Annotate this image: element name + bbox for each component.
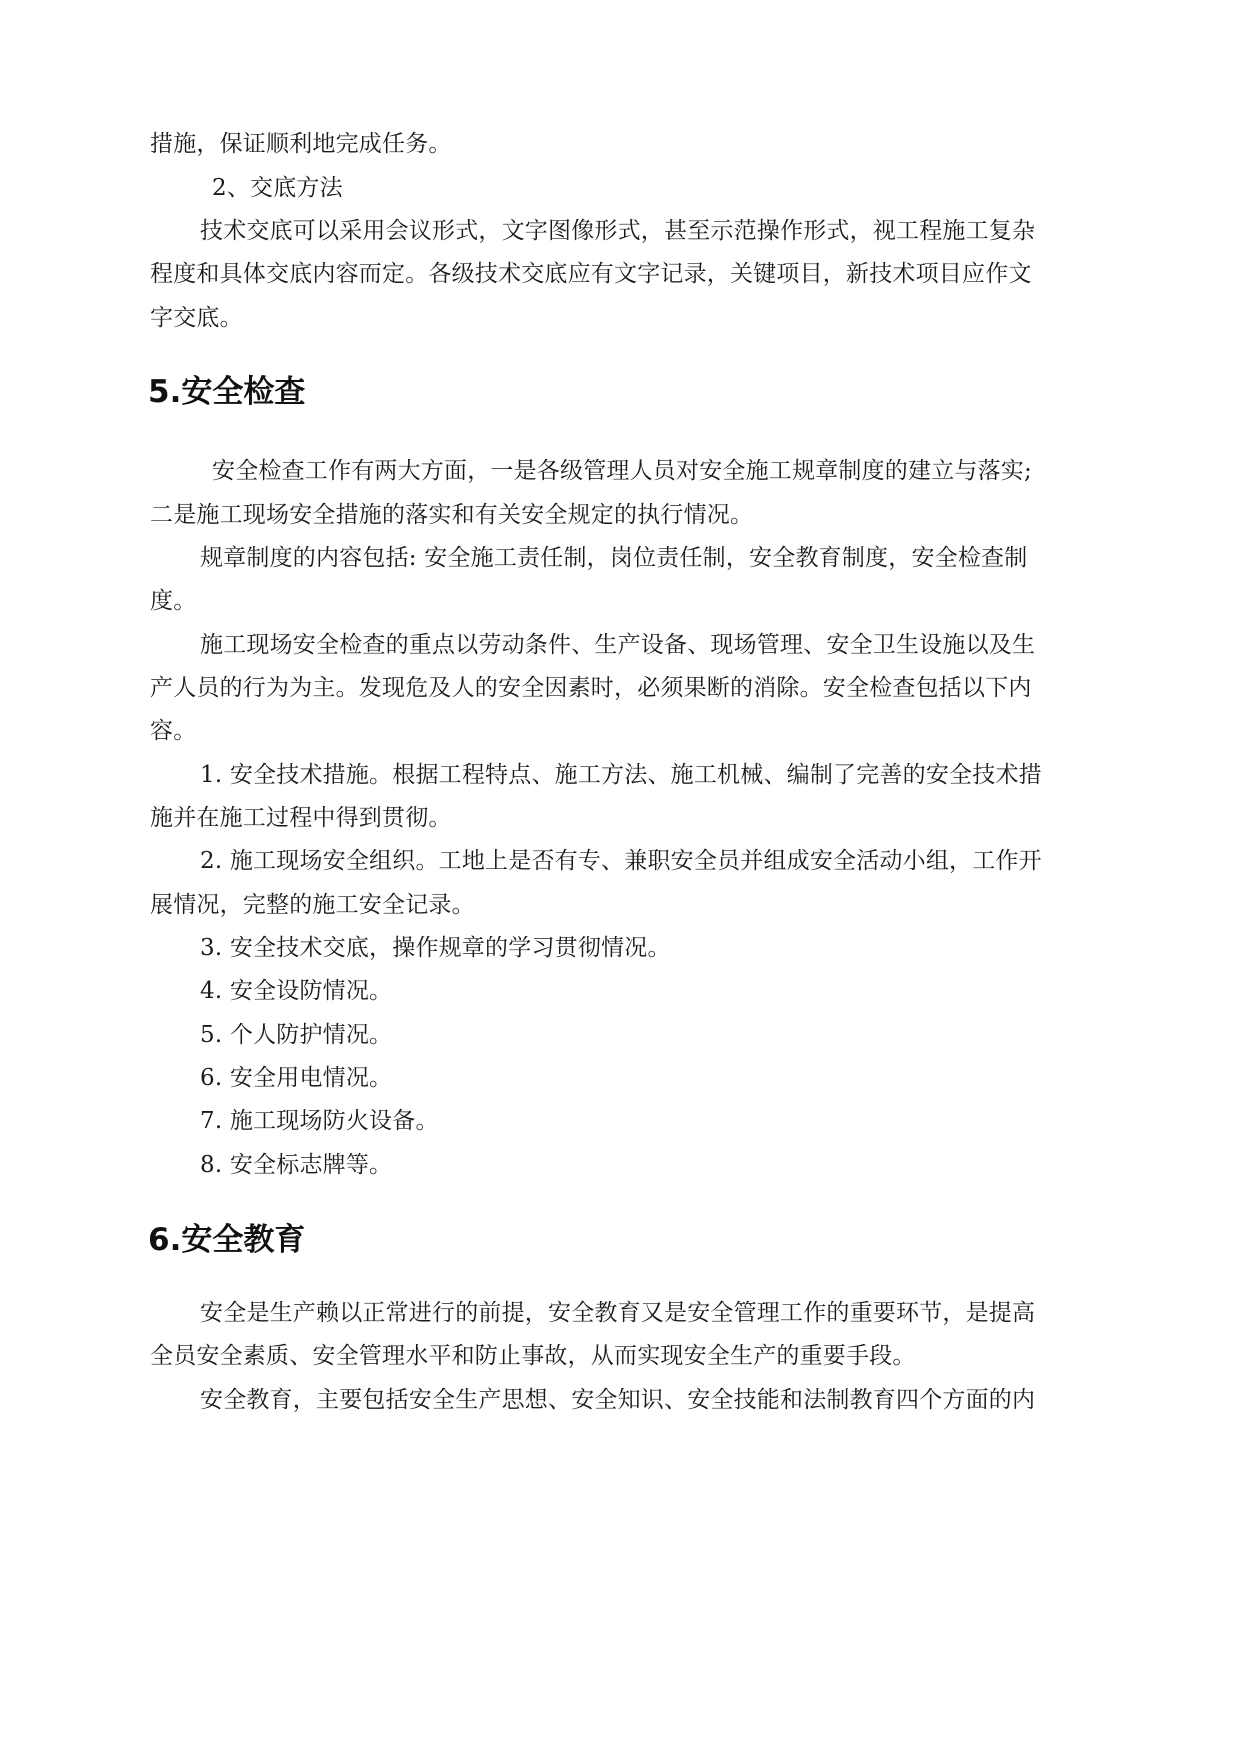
paragraph-line: 二是施工现场安全措施的落实和有关安全规定的执行情况。: [150, 502, 754, 528]
paragraph-line: 容。: [150, 718, 197, 744]
list-item: 7. 施工现场防火设备。: [200, 1108, 439, 1134]
section-heading: 6.安全教育: [148, 1222, 306, 1258]
section-heading: 5.安全检查: [148, 374, 306, 410]
list-item-continuation: 展情况，完整的施工安全记录。: [150, 892, 475, 918]
paragraph-line: 安全检查工作有两大方面，一是各级管理人员对安全施工规章制度的建立与落实;: [212, 458, 1032, 484]
list-item: 1. 安全技术措施。根据工程特点、施工方法、施工机械、编制了完善的安全技术措: [200, 762, 1042, 788]
list-item: 3. 安全技术交底，操作规章的学习贯彻情况。: [200, 935, 671, 961]
paragraph-line: 字交底。: [150, 305, 243, 331]
paragraph-line: 产人员的行为为主。发现危及人的安全因素时，必须果断的消除。安全检查包括以下内: [150, 675, 1032, 701]
list-item: 4. 安全设防情况。: [200, 978, 393, 1004]
paragraph-line: 全员安全素质、安全管理水平和防止事故，从而实现安全生产的重要手段。: [150, 1343, 916, 1369]
list-item: 6. 安全用电情况。: [200, 1065, 393, 1091]
paragraph-line: 施工现场安全检查的重点以劳动条件、生产设备、现场管理、安全卫生设施以及生: [200, 632, 1036, 658]
paragraph-line: 安全是生产赖以正常进行的前提，安全教育又是安全管理工作的重要环节，是提高: [200, 1300, 1036, 1326]
paragraph-line: 规章制度的内容包括: 安全施工责任制，岗位责任制，安全教育制度，安全检查制: [200, 545, 1028, 571]
list-item-continuation: 施并在施工过程中得到贯彻。: [150, 805, 452, 831]
paragraph-line: 度。: [150, 588, 197, 614]
subheading-line: 2、交底方法: [212, 175, 343, 201]
list-item: 5. 个人防护情况。: [200, 1022, 393, 1048]
list-item: 8. 安全标志牌等。: [200, 1152, 393, 1178]
paragraph-line: 措施，保证顺利地完成任务。: [150, 131, 452, 157]
paragraph-line: 程度和具体交底内容而定。各级技术交底应有文字记录，关键项目，新技术项目应作文: [150, 261, 1032, 287]
list-item: 2. 施工现场安全组织。工地上是否有专、兼职安全员并组成安全活动小组，工作开: [200, 848, 1042, 874]
paragraph-line: 技术交底可以采用会议形式，文字图像形式，甚至示范操作形式，视工程施工复杂: [200, 218, 1036, 244]
paragraph-line: 安全教育，主要包括安全生产思想、安全知识、安全技能和法制教育四个方面的内: [200, 1387, 1036, 1413]
